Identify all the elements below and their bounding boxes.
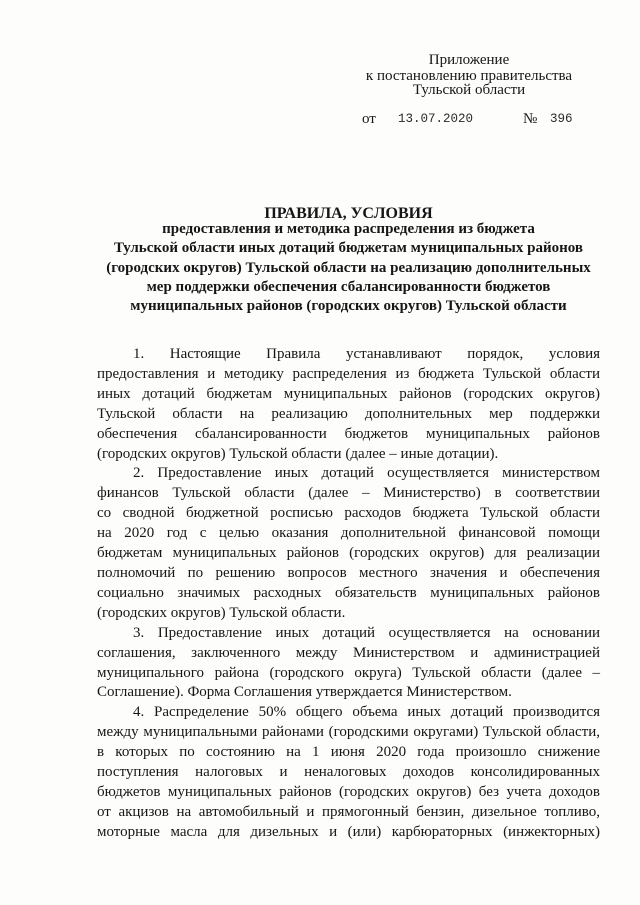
decree-reference: к постановлению правительства [365, 68, 573, 84]
body-line: полномочий по решению вопросов местного значения и обеспечения [97, 564, 600, 581]
body-line: между муниципальными районами (городскими округами) Тульской области, [97, 724, 600, 741]
paragraph-1 [97, 345, 600, 464]
body-line: 4. Распределение 50% общего объема иных дотаций производится [133, 704, 600, 721]
paragraph-3 [97, 624, 600, 704]
date-prefix: от [362, 111, 376, 127]
body-line: в которых по состоянию на 1 июня 2020 года произошло снижение [97, 744, 600, 761]
subtitle-line: Тульской области иных дотаций бюджетам муниципальных районов [114, 240, 583, 257]
body-line: Тульской области на реализацию дополнительных мер поддержки [97, 405, 600, 422]
body-line: иных дотаций бюджетам муниципальных районов (городских округов) [97, 385, 600, 402]
subtitle-line: предоставления и методика распределения из бюджета [162, 221, 535, 237]
body-line: со сводной бюджетной росписью расходов бюджета Тульской области [97, 505, 600, 522]
region-name: Тульской области [412, 82, 526, 98]
body-line: социально значимых расходных обязательств муниципальных районов [97, 584, 600, 601]
body-line: поступления налоговых и неналоговых доходов консолидированных [97, 764, 600, 781]
body-line: 1. Настоящие Правила устанавливают порядок, условия [133, 346, 600, 362]
decree-date: 13.07.2020 [398, 112, 474, 126]
paragraph-2 [97, 464, 600, 623]
body-line: 2. Предоставление иных дотаций осуществляется министерством [133, 465, 600, 482]
subtitle-line: мер поддержки обеспечения сбалансированности бюджетов [146, 278, 551, 295]
body-line: от акцизов на автомобильный и прямогонный бензин, дизельное топливо, [97, 803, 600, 820]
body-line: предоставления и методику распределения из бюджета Тульской области [97, 365, 600, 382]
body-line: бюджетов муниципальных районов (городских округов) без учета доходов [97, 783, 600, 800]
document-title: ПРАВИЛА, УСЛОВИЯ [264, 205, 433, 222]
paragraph-4 [97, 703, 600, 842]
body-line: (городских округов) Тульской области. [97, 604, 346, 621]
body-line: соглашения, заключенного между Министерством и администрацией [97, 644, 600, 661]
body-line: моторные масла для дизельных и (или) карбюраторных (инжекторных) [97, 823, 600, 840]
body-line: муниципального района (городского округа) Тульской области (далее – [97, 664, 600, 681]
body-line: (городских округов) Тульской области (далее – иные дотации). [97, 445, 499, 462]
appendix-label: Приложение [428, 52, 510, 68]
subtitle-line: (городских округов) Тульской области на реализацию дополнительных [106, 259, 591, 276]
body-line: на 2020 год с целью оказания дополнительной финансовой помощи [97, 525, 600, 542]
body-line: бюджетам муниципальных районов (городских округов) для реализации [97, 545, 600, 562]
body-line: 3. Предоставление иных дотаций осуществляется на основании [133, 624, 600, 641]
decree-date-number-row [0, 110, 640, 128]
subtitle-line: муниципальных районов (городских округов) Тульской области [130, 298, 567, 315]
body-line: обеспечения сбалансированности бюджетов муниципальных районов [97, 425, 600, 442]
body-line: Соглашение). Форма Соглашения утверждается Министерством. [97, 684, 512, 701]
body-line: финансов Тульской области (далее – Министерство) в соответствии [97, 485, 600, 502]
decree-number: 396 [550, 112, 573, 126]
number-sign: № [523, 111, 538, 127]
document-subtitle [97, 220, 600, 316]
document-body [97, 345, 600, 843]
